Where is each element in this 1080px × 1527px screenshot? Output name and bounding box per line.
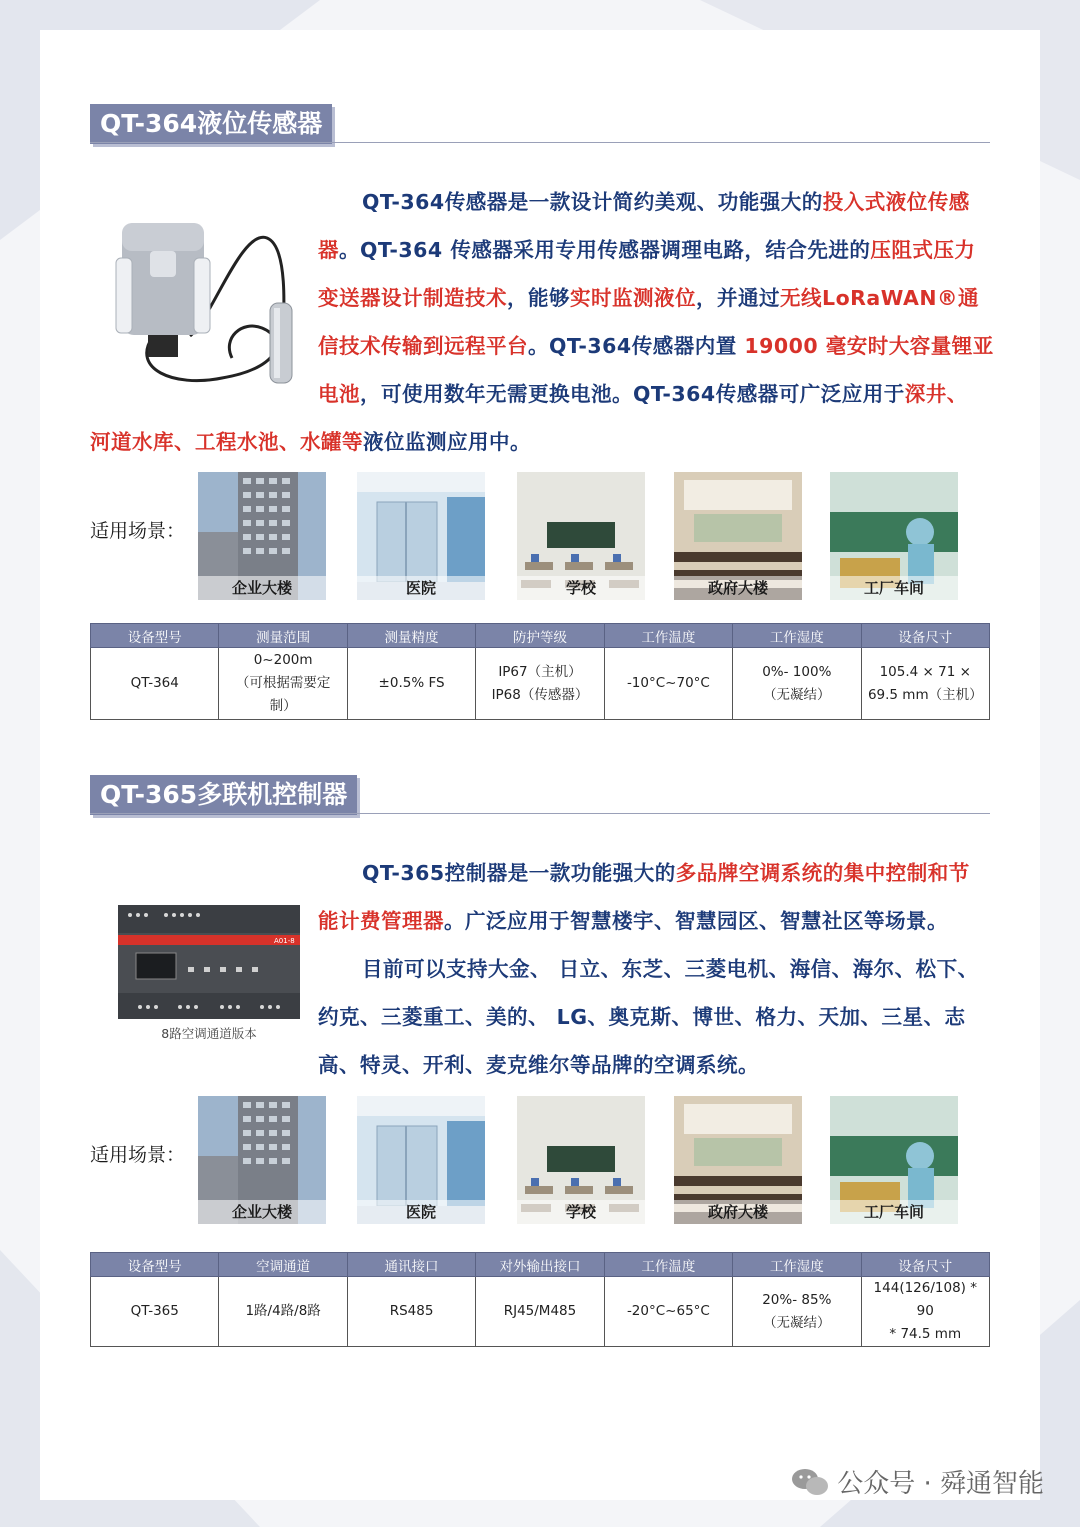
table-header: 工作温度 [604, 624, 732, 648]
scene-school [517, 1096, 645, 1224]
text-segment: 投入式液位传感 [822, 190, 970, 214]
qt365-product-image [118, 905, 300, 1019]
scene-caption: 政府大楼 [674, 1200, 802, 1224]
qt365-spec-table [90, 1252, 990, 1347]
text-segment: 深井、 [904, 382, 968, 406]
cell-line: （无凝结） [763, 1314, 831, 1331]
text-segment: ，可使用数年无需更换电池。QT-364传感器可广泛应用于 [360, 382, 905, 406]
text-segment: 实时监测液位 [570, 286, 696, 310]
cell-line: 144(126/108) * 90 [873, 1280, 977, 1319]
paragraph-line [90, 418, 998, 466]
cell-line: RS485 [389, 1303, 434, 1319]
cell-line: 0~200m [253, 652, 313, 668]
table-cell [347, 648, 475, 720]
scene-caption: 工厂车间 [830, 576, 958, 600]
cell-line: ±0.5% FS [378, 675, 445, 691]
cell-line: QT-364 [130, 675, 179, 691]
table-cell [604, 648, 732, 720]
section-rule [90, 142, 990, 143]
text-segment: 高、特灵、开利、麦克维尔等品牌的空调系统。 [318, 1053, 759, 1077]
table-header: 设备型号 [91, 624, 219, 648]
cell-line: 105.4 × 71 × [879, 663, 971, 680]
product-caption: 8路空调通道版本 [161, 1026, 257, 1041]
table-cell [476, 648, 604, 720]
text-segment: 河道水库、工程水池、水罐等 [90, 430, 363, 454]
scene-caption: 医院 [357, 576, 485, 600]
scene-hospital [357, 472, 485, 600]
cell-line: RJ45/M485 [503, 1303, 577, 1319]
cell-line: QT-365 [130, 1303, 179, 1319]
scene-school [517, 472, 645, 600]
text-segment: 。QT-364 传感器采用专用传感器调理电路，结合先进的 [339, 238, 871, 262]
table-header-row [91, 1253, 990, 1277]
cell-line: IP67（主机） [498, 663, 582, 680]
text-segment: QT-365控制器是一款功能强大的 [362, 861, 676, 885]
qt365-description [318, 849, 998, 1089]
scene-office-building [198, 1096, 326, 1224]
table-cell [347, 1277, 475, 1347]
cell-line: 69.5 mm（主机） [867, 686, 983, 703]
text-segment: 压阻式压力 [870, 238, 976, 262]
text-segment: ，能够 [507, 286, 570, 310]
cell-line: （无凝结） [763, 686, 831, 703]
footer-watermark [791, 1463, 1044, 1500]
text-segment: 无线LoRaWAN®通 [780, 286, 979, 310]
text-segment: 。QT-364传感器内置 [528, 334, 745, 358]
scene-office-building [198, 472, 326, 600]
text-segment: 约克、三菱重工、美的、 LG、奥克斯、博世、格力、天加、三星、志 [318, 1005, 966, 1029]
paragraph-line [318, 274, 998, 322]
cell-line: 20%- 85% [762, 1291, 832, 1308]
table-header: 通讯接口 [347, 1253, 475, 1277]
text-segment: 器 [318, 238, 339, 262]
qt364-spec-table [90, 623, 990, 720]
scene-factory-workshop [830, 472, 958, 600]
scene-caption: 政府大楼 [674, 576, 802, 600]
table-cell [861, 1277, 989, 1347]
paragraph-line [362, 945, 998, 993]
table-cell [219, 1277, 347, 1347]
scene-caption: 企业大楼 [198, 576, 326, 600]
table-header: 测量范围 [219, 624, 347, 648]
table-cell [476, 1277, 604, 1347]
text-segment: QT-364传感器是一款设计简约美观、功能强大的 [362, 190, 823, 214]
text-segment: 液位监测应用中。 [363, 430, 531, 454]
text-segment: 信技术传输到远程平台 [318, 334, 528, 358]
paragraph-line [318, 993, 998, 1041]
table-header: 防护等级 [476, 624, 604, 648]
scene-government-building [674, 472, 802, 600]
table-cell [91, 648, 219, 720]
section-title: QT-365多联机控制器 [90, 775, 357, 815]
table-header: 设备尺寸 [861, 1253, 989, 1277]
footer-text: 公众号 · 舜通智能 [837, 1469, 1044, 1499]
cell-line: -20°C~65°C [626, 1303, 710, 1319]
text-segment: 变送器设计制造技术 [318, 286, 507, 310]
scenes-label: 适用场景： [90, 520, 186, 542]
section-rule [90, 813, 990, 814]
paragraph-line [318, 897, 998, 945]
scene-caption: 医院 [357, 1200, 485, 1224]
device-model-label: A01-8 [274, 937, 295, 945]
table-header: 空调通道 [219, 1253, 347, 1277]
paragraph-line [362, 178, 998, 226]
text-segment: ，并通过 [696, 286, 780, 310]
scene-caption: 学校 [517, 576, 645, 600]
scene-caption: 企业大楼 [198, 1200, 326, 1224]
table-cell [604, 1277, 732, 1347]
table-header: 工作湿度 [733, 624, 861, 648]
scene-hospital [357, 1096, 485, 1224]
text-segment: 电池 [318, 382, 360, 406]
paragraph-line [318, 1041, 998, 1089]
cell-line: （可根据需要定 [235, 675, 331, 691]
qt364-product-image [112, 218, 308, 390]
table-cell [733, 648, 861, 720]
cell-line: -10°C~70°C [626, 675, 710, 691]
table-row [91, 648, 990, 720]
cell-line: 制） [269, 698, 297, 714]
table-header: 工作温度 [604, 1253, 732, 1277]
wechat-icon [791, 1467, 829, 1497]
paragraph-line [318, 226, 998, 274]
cell-line: * 74.5 mm [889, 1326, 962, 1342]
scene-factory-workshop [830, 1096, 958, 1224]
table-header: 设备型号 [91, 1253, 219, 1277]
cell-line: 1路/4路/8路 [245, 1303, 321, 1319]
table-header-row [91, 624, 990, 648]
table-header: 工作湿度 [733, 1253, 861, 1277]
paragraph-line [318, 322, 998, 370]
table-row [91, 1277, 990, 1347]
table-cell [219, 648, 347, 720]
scene-caption: 工厂车间 [830, 1200, 958, 1224]
text-segment: 19000 毫安时大容量锂亚 [744, 334, 994, 358]
scenes-label: 适用场景： [90, 1144, 186, 1166]
scene-government-building [674, 1096, 802, 1224]
table-header: 测量精度 [347, 624, 475, 648]
cell-line: 0%- 100% [762, 663, 832, 680]
text-segment: 。广泛应用于智慧楼宇、智慧园区、智慧社区等场景。 [444, 909, 948, 933]
table-cell [861, 648, 989, 720]
table-cell [91, 1277, 219, 1347]
text-segment: 能计费管理器 [318, 909, 444, 933]
text-segment: 目前可以支持大金、 日立、东芝、三菱电机、海信、海尔、松下、 [362, 957, 979, 981]
paragraph-line [362, 849, 998, 897]
cell-line: IP68（传感器） [491, 686, 589, 703]
qt364-description [90, 178, 998, 466]
scene-caption: 学校 [517, 1200, 645, 1224]
section-title: QT-364液位传感器 [90, 104, 332, 144]
text-segment: 多品牌空调系统的集中控制和节 [675, 861, 970, 885]
table-cell [733, 1277, 861, 1347]
table-header: 对外输出接口 [476, 1253, 604, 1277]
table-header: 设备尺寸 [861, 624, 989, 648]
paragraph-line [318, 370, 998, 418]
